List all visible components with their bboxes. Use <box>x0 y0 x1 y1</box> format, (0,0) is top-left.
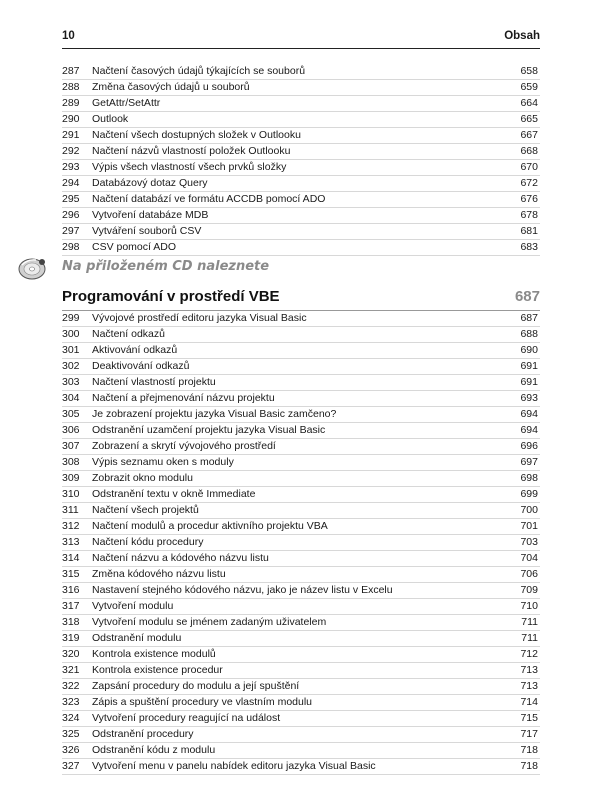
toc-entry-title: Aktivování odkazů <box>92 344 178 356</box>
toc-entry <box>62 743 540 759</box>
toc-entry-page: 681 <box>520 225 538 237</box>
toc-entry-title: Změna kódového názvu listu <box>92 568 226 580</box>
toc-entry-page: 718 <box>520 760 538 772</box>
toc-entry-number: 325 <box>62 728 80 740</box>
toc-entry <box>62 759 540 775</box>
toc-entry-page: 701 <box>520 520 538 532</box>
toc-entry-number: 295 <box>62 193 80 205</box>
toc-entry-number: 320 <box>62 648 80 660</box>
toc-entry <box>62 599 540 615</box>
toc-entry <box>62 407 540 423</box>
toc-entry-page: 668 <box>520 145 538 157</box>
toc-entry-number: 327 <box>62 760 80 772</box>
toc-entry <box>62 551 540 567</box>
toc-entry <box>62 208 540 224</box>
toc-entry-number: 319 <box>62 632 80 644</box>
toc-entry-page: 693 <box>520 392 538 404</box>
toc-entry-page: 665 <box>520 113 538 125</box>
toc-entry-page: 718 <box>520 744 538 756</box>
toc-entry-page: 683 <box>520 241 538 253</box>
toc-entry <box>62 455 540 471</box>
toc-entry-page: 658 <box>520 65 538 77</box>
toc-entry-page: 690 <box>520 344 538 356</box>
toc-entry-title: Databázový dotaz Query <box>92 177 208 189</box>
toc-entry-number: 292 <box>62 145 80 157</box>
toc-entry-page: 703 <box>520 536 538 548</box>
toc-entry <box>62 487 540 503</box>
chapter-title: Programování v prostředí VBE <box>62 288 280 305</box>
toc-entry-page: 712 <box>520 648 538 660</box>
toc-entry-page: 659 <box>520 81 538 93</box>
toc-entry-number: 304 <box>62 392 80 404</box>
toc-entry-page: 700 <box>520 504 538 516</box>
toc-entry-title: Načtení kódu procedury <box>92 536 204 548</box>
toc-entry-number: 296 <box>62 209 80 221</box>
toc-entry-page: 699 <box>520 488 538 500</box>
toc-entry-number: 287 <box>62 65 80 77</box>
toc-entry-title: Kontrola existence procedur <box>92 664 223 676</box>
toc-entry-number: 313 <box>62 536 80 548</box>
toc-entry-number: 288 <box>62 81 80 93</box>
page-header <box>62 30 540 46</box>
toc-entry-number: 302 <box>62 360 80 372</box>
toc-list-top <box>62 64 540 256</box>
toc-entry <box>62 567 540 583</box>
toc-entry <box>62 535 540 551</box>
toc-entry-number: 301 <box>62 344 80 356</box>
toc-entry <box>62 327 540 343</box>
toc-entry <box>62 471 540 487</box>
toc-entry-title: Zobrazit okno modulu <box>92 472 193 484</box>
cd-disc-icon <box>18 256 48 280</box>
toc-entry <box>62 96 540 112</box>
toc-entry-title: Vytvoření menu v panelu nabídek editoru jazyka Visual Basic <box>92 760 376 772</box>
toc-entry-number: 323 <box>62 696 80 708</box>
toc-entry-page: 704 <box>520 552 538 564</box>
toc-entry <box>62 240 540 256</box>
toc-entry <box>62 160 540 176</box>
toc-entry-title: Odstranění uzamčení projektu jazyka Visual Basic <box>92 424 326 436</box>
toc-entry-number: 315 <box>62 568 80 580</box>
toc-entry-title: Deaktivování odkazů <box>92 360 190 372</box>
toc-entry-page: 698 <box>520 472 538 484</box>
toc-entry-number: 314 <box>62 552 80 564</box>
toc-entry-title: Načtení databází ve formátu ACCDB pomocí ADO <box>92 193 326 205</box>
toc-entry <box>62 631 540 647</box>
toc-entry-number: 307 <box>62 440 80 452</box>
toc-entry-title: Načtení názvu a kódového názvu listu <box>92 552 269 564</box>
toc-entry-title: Je zobrazení projektu jazyka Visual Basic zamčeno? <box>92 408 337 420</box>
toc-entry <box>62 679 540 695</box>
toc-entry <box>62 391 540 407</box>
toc-entry <box>62 176 540 192</box>
toc-entry-title: Změna časových údajů u souborů <box>92 81 250 93</box>
toc-entry-page: 667 <box>520 129 538 141</box>
toc-entry-number: 305 <box>62 408 80 420</box>
toc-entry <box>62 695 540 711</box>
toc-entry-title: Vytvoření modulu <box>92 600 174 612</box>
toc-entry-title: Zapsání procedury do modulu a její spuštění <box>92 680 300 692</box>
toc-entry-title: Načtení vlastností projektu <box>92 376 216 388</box>
toc-entry-number: 289 <box>62 97 80 109</box>
toc-entry-page: 694 <box>520 424 538 436</box>
toc-entry-title: Outlook <box>92 113 129 125</box>
toc-entry-title: Kontrola existence modulů <box>92 648 216 660</box>
toc-entry-number: 300 <box>62 328 80 340</box>
toc-entry-page: 678 <box>520 209 538 221</box>
toc-entry-number: 298 <box>62 241 80 253</box>
toc-entry <box>62 343 540 359</box>
toc-entry-title: GetAttr/SetAttr <box>92 97 161 109</box>
toc-entry-number: 290 <box>62 113 80 125</box>
toc-entry-title: Načtení odkazů <box>92 328 165 340</box>
toc-entry-number: 306 <box>62 424 80 436</box>
toc-entry-title: Zápis a spuštění procedury ve vlastním modulu <box>92 696 313 708</box>
toc-entry-number: 316 <box>62 584 80 596</box>
toc-entry-title: Vytvoření modulu se jménem zadaným uživatelem <box>92 616 327 628</box>
toc-entry-page: 713 <box>520 664 538 676</box>
toc-entry <box>62 144 540 160</box>
toc-entry-number: 324 <box>62 712 80 724</box>
toc-entry-number: 312 <box>62 520 80 532</box>
chapter-page: 687 <box>514 288 540 305</box>
toc-entry <box>62 311 540 327</box>
toc-entry-page: 711 <box>521 632 538 644</box>
toc-entry-title: Vytvoření procedury reagující na událost <box>92 712 281 724</box>
toc-entry <box>62 727 540 743</box>
toc-entry-page: 694 <box>520 408 538 420</box>
cd-note-text: Na přiloženém CD naleznete <box>62 259 270 274</box>
chapter-heading <box>62 288 540 311</box>
toc-entry-page: 688 <box>520 328 538 340</box>
toc-entry-title: Odstranění textu v okně Immediate <box>92 488 256 500</box>
toc-entry-title: Vytváření souborů CSV <box>92 225 202 237</box>
toc-entry-title: Načtení časových údajů týkajících se souborů <box>92 65 306 77</box>
toc-entry <box>62 359 540 375</box>
toc-entry <box>62 375 540 391</box>
toc-entry-number: 303 <box>62 376 80 388</box>
toc-entry-number: 308 <box>62 456 80 468</box>
toc-entry-title: Odstranění modulu <box>92 632 182 644</box>
toc-entry-page: 714 <box>520 696 538 708</box>
toc-entry-page: 676 <box>520 193 538 205</box>
page-number: 10 <box>62 30 75 42</box>
toc-entry-title: Vývojové prostředí editoru jazyka Visual Basic <box>92 312 307 324</box>
toc-entry <box>62 112 540 128</box>
toc-entry-number: 291 <box>62 129 80 141</box>
toc-entry-page: 670 <box>520 161 538 173</box>
toc-entry-title: CSV pomocí ADO <box>92 241 177 253</box>
toc-entry <box>62 583 540 599</box>
toc-entry-title: Načtení a přejmenování názvu projektu <box>92 392 275 404</box>
toc-entry-number: 299 <box>62 312 80 324</box>
toc-entry-page: 697 <box>520 456 538 468</box>
toc-entry-number: 294 <box>62 177 80 189</box>
toc-entry-title: Zobrazení a skrytí vývojového prostředí <box>92 440 276 452</box>
toc-entry-number: 322 <box>62 680 80 692</box>
toc-entry-number: 293 <box>62 161 80 173</box>
toc-entry <box>62 663 540 679</box>
toc-entry-title: Odstranění procedury <box>92 728 194 740</box>
toc-entry <box>62 519 540 535</box>
toc-entry <box>62 192 540 208</box>
toc-entry-title: Načtení názvů vlastností položek Outlooku <box>92 145 291 157</box>
section-title: Obsah <box>504 30 540 42</box>
toc-entry-page: 710 <box>520 600 538 612</box>
toc-entry-title: Odstranění kódu z modulu <box>92 744 216 756</box>
cd-note <box>18 256 538 280</box>
toc-list-bottom <box>62 311 540 775</box>
toc-entry-number: 311 <box>62 504 79 516</box>
toc-entry-title: Vytvoření databáze MDB <box>92 209 209 221</box>
toc-entry-title: Nastavení stejného kódového názvu, jako je název listu v Excelu <box>92 584 393 596</box>
toc-entry <box>62 711 540 727</box>
toc-entry-number: 297 <box>62 225 80 237</box>
toc-entry <box>62 64 540 80</box>
toc-entry-page: 672 <box>520 177 538 189</box>
toc-entry-number: 310 <box>62 488 80 500</box>
toc-entry-page: 713 <box>520 680 538 692</box>
toc-entry-page: 691 <box>520 360 538 372</box>
toc-entry <box>62 615 540 631</box>
toc-entry-page: 687 <box>520 312 538 324</box>
toc-entry-page: 711 <box>521 616 538 628</box>
toc-entry-title: Načtení všech dostupných složek v Outlooku <box>92 129 301 141</box>
toc-entry-page: 709 <box>520 584 538 596</box>
toc-entry-number: 318 <box>62 616 80 628</box>
toc-entry-page: 715 <box>520 712 538 724</box>
toc-entry-page: 706 <box>520 568 538 580</box>
toc-entry <box>62 439 540 455</box>
toc-entry <box>62 128 540 144</box>
toc-entry-title: Načtení všech projektů <box>92 504 199 516</box>
toc-entry-number: 309 <box>62 472 80 484</box>
toc-entry-page: 664 <box>520 97 538 109</box>
header-rule <box>62 48 540 49</box>
toc-entry <box>62 647 540 663</box>
toc-entry-title: Výpis všech vlastností všech prvků složky <box>92 161 287 173</box>
toc-entry-title: Výpis seznamu oken s moduly <box>92 456 234 468</box>
toc-entry-number: 321 <box>62 664 80 676</box>
toc-entry-number: 326 <box>62 744 80 756</box>
toc-entry-page: 696 <box>520 440 538 452</box>
toc-entry-page: 717 <box>520 728 538 740</box>
toc-entry-number: 317 <box>62 600 80 612</box>
toc-entry <box>62 423 540 439</box>
toc-entry <box>62 80 540 96</box>
toc-entry-title: Načtení modulů a procedur aktivního projektu VBA <box>92 520 328 532</box>
toc-entry <box>62 503 540 519</box>
toc-entry-page: 691 <box>520 376 538 388</box>
toc-entry <box>62 224 540 240</box>
